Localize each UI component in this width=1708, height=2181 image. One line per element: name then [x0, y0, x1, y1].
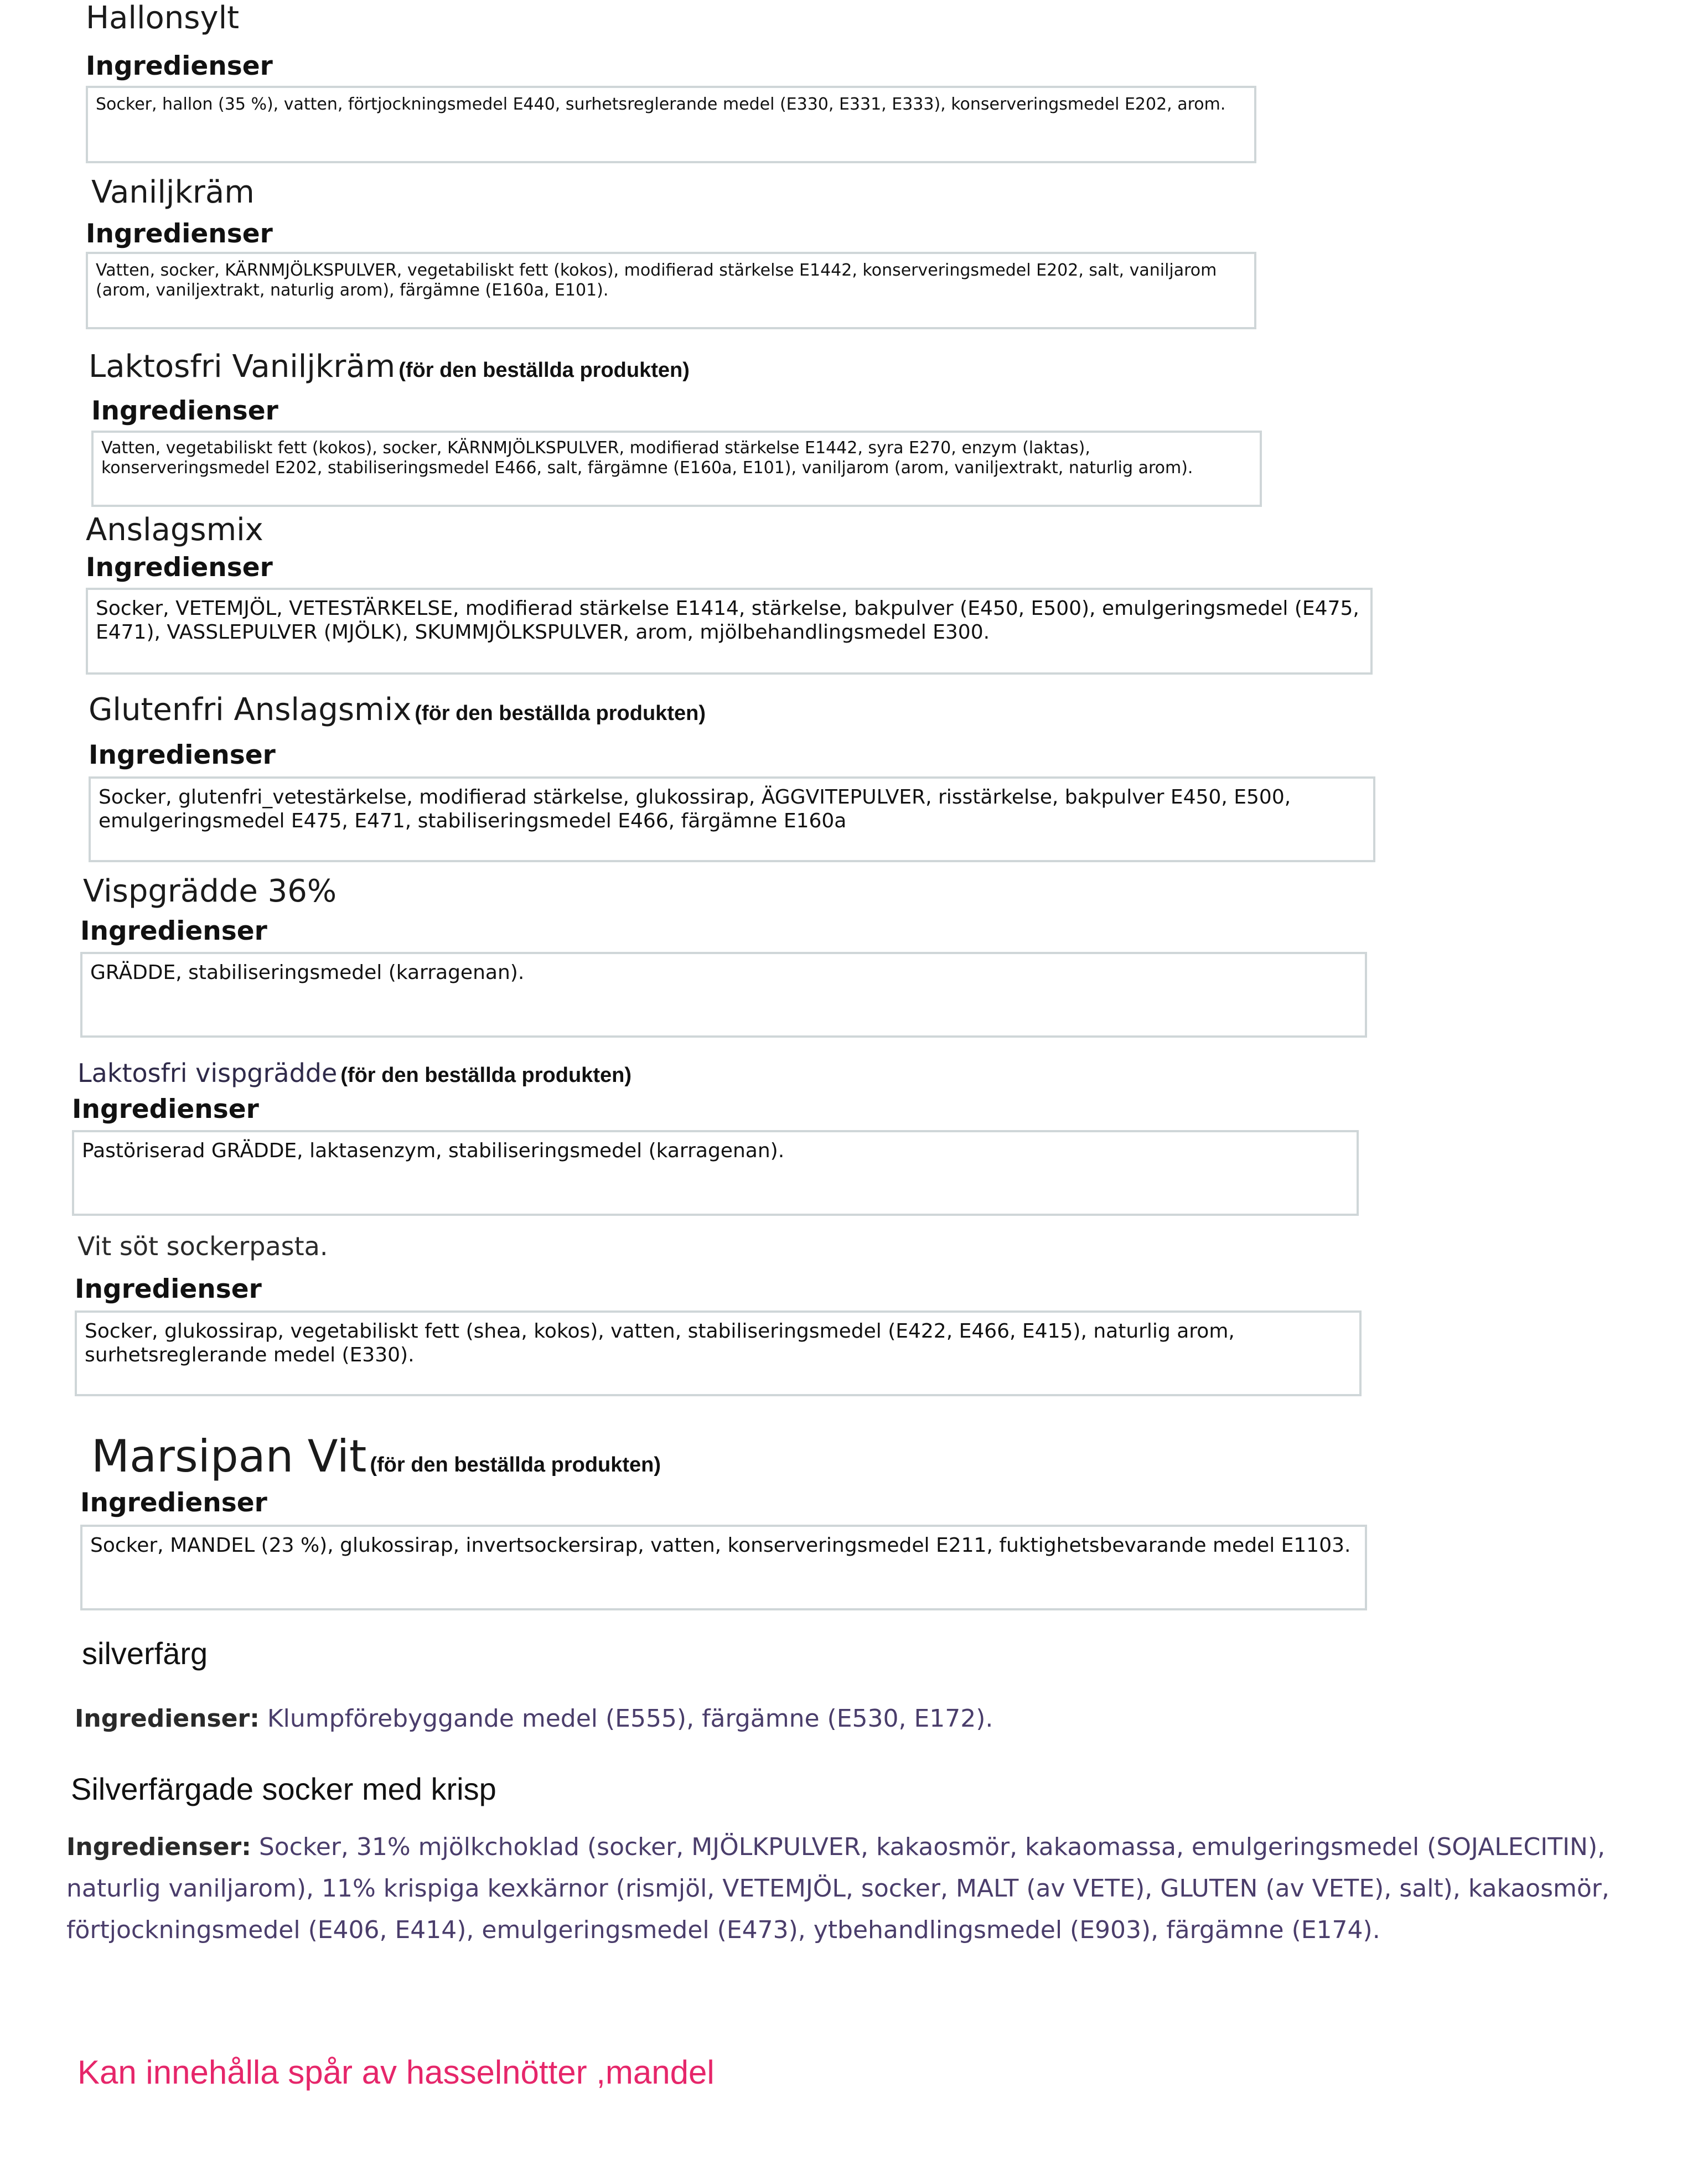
product-title-hallonsylt: Hallonsylt: [86, 0, 240, 36]
ingredients-text: Socker, VETEMJÖL, VETESTÄRKELSE, modifierad stärkelse E1414, stärkelse, bakpulver (E450, E500), emulgeringsmedel (E475, E471), VASSLEPULVER (MJÖLK), SKUMMJÖLKSPULVER, arom, mjölbehandlingsmedel E300.: [96, 597, 1359, 644]
ingredients-text: Socker, glukossirap, vegetabiliskt fett (shea, kokos), vatten, stabiliseringsmedel (E422, E466, E415), naturlig arom, surhetsreglerande medel (E330).: [85, 1320, 1235, 1367]
ordered-product-note: (för den beställda produkten): [340, 1064, 632, 1087]
ingredients-heading: Ingredienser: [80, 916, 267, 946]
allergen-warning: Kan innehålla spår av hasselnötter ,mandel: [77, 2054, 715, 2091]
ingredients-label: Ingredienser:: [66, 1833, 251, 1861]
ingredients-heading: Ingredienser: [86, 219, 273, 249]
product-title-anslagsmix: Anslagsmix: [86, 512, 263, 548]
ingredients-box: [86, 86, 1256, 163]
ingredients-box: [86, 588, 1373, 675]
ingredients-heading: Ingredienser: [72, 1094, 259, 1125]
product-title-vispgradde: Vispgrädde 36%: [83, 873, 337, 909]
ordered-product-note: (för den beställda produkten): [415, 702, 706, 725]
product-title-silver-krisp: Silverfärgade socker med krisp: [71, 1771, 496, 1806]
product-title-vit-sockerpasta: Vit söt sockerpasta.: [77, 1231, 328, 1261]
ingredients-text: Socker, 31% mjölkchoklad (socker, MJÖLKPULVER, kakaosmör, kakaomassa, emulgeringsmedel (SOJALECITIN), naturlig vaniljarom), 11% krispiga kexkärnor (rismjöl, VETEMJÖL, socker, MALT (av VETE), GLUTEN (av VETE), salt), kakaosmör, förtjockningsmedel (E406, E414), emulgeringsmedel (E473), ytbehandlingsmedel (E903), färgämne (E174).: [66, 1833, 1609, 1944]
ingredients-text: Socker, hallon (35 %), vatten, förtjockningsmedel E440, surhetsreglerande medel (E330, E331, E333), konserveringsmedel E202, arom.: [96, 95, 1226, 114]
product-title-marsipan-vit: Marsipan Vit (för den beställda produkten): [91, 1431, 661, 1482]
ingredients-box: [80, 1525, 1367, 1610]
ingredients-text: Pastöriserad GRÄDDE, laktasenzym, stabiliseringsmedel (karragenan).: [82, 1139, 785, 1162]
ingredients-heading: Ingredienser: [75, 1274, 262, 1304]
ingredients-text: Socker, MANDEL (23 %), glukossirap, invertsockersirap, vatten, konserveringsmedel E211, fuktighetsbevarande medel E1103.: [90, 1534, 1351, 1557]
ingredients-heading: Ingredienser: [89, 740, 276, 770]
product-title-glutenfri-anslagsmix: Glutenfri Anslagsmix (för den beställda produkten): [89, 692, 706, 728]
ingredients-text: Vatten, vegetabiliskt fett (kokos), socker, KÄRNMJÖLKSPULVER, modifierad stärkelse E1442, syra E270, enzym (laktas), konserveringsmedel E202, stabiliseringsmedel E466, salt, färgämne (E160a, E101), vaniljarom (arom, vaniljextrakt, naturlig arom).: [101, 438, 1193, 478]
ordered-product-note: (för den beställda produkten): [370, 1453, 661, 1477]
ingredients-text: Socker, glutenfri_vetestärkelse, modifierad stärkelse, glukossirap, ÄGGVITEPULVER, risstärkelse, bakpulver E450, E500, emulgeringsmedel E475, E471, stabiliseringsmedel E466, färgämne E160a: [99, 786, 1291, 833]
ingredients-box: [86, 252, 1256, 329]
ingredients-heading: Ingredienser: [91, 396, 278, 426]
ingredients-box: [72, 1130, 1359, 1216]
ingredients-heading: Ingredienser: [80, 1488, 267, 1518]
ingredients-heading: Ingredienser: [86, 552, 273, 583]
ingredients-box: [80, 952, 1367, 1038]
ingredients-text: GRÄDDE, stabiliseringsmedel (karragenan).: [90, 961, 525, 984]
ingredients-heading: Ingredienser: [86, 51, 273, 81]
ingredients-box: [89, 776, 1375, 862]
silver-crisp-ingredients: [66, 1826, 1671, 1951]
ingredients-text: Klumpförebyggande medel (E555), färgämne (E530, E172).: [267, 1705, 993, 1733]
ingredients-box: [75, 1310, 1362, 1396]
product-title-vaniljkram: Vaniljkräm: [91, 174, 255, 210]
ingredients-text: Vatten, socker, KÄRNMJÖLKSPULVER, vegetabiliskt fett (kokos), modifierad stärkelse E1442, konserveringsmedel E202, salt, vaniljarom (arom, vaniljextrakt, naturlig arom), färgämne (E160a, E101).: [96, 261, 1217, 300]
ingredients-label: Ingredienser:: [75, 1705, 260, 1733]
silver-ingredients: [75, 1705, 993, 1733]
ordered-product-note: (för den beställda produkten): [398, 359, 690, 382]
ingredients-box: [91, 431, 1262, 507]
product-title-silverfarg: silverfärg: [82, 1636, 208, 1671]
product-title-laktosfri-vaniljkram: Laktosfri Vaniljkräm (för den beställda produkten): [89, 349, 690, 385]
product-title-laktosfri-vispgradde: Laktosfri vispgrädde (för den beställda produkten): [77, 1058, 632, 1088]
